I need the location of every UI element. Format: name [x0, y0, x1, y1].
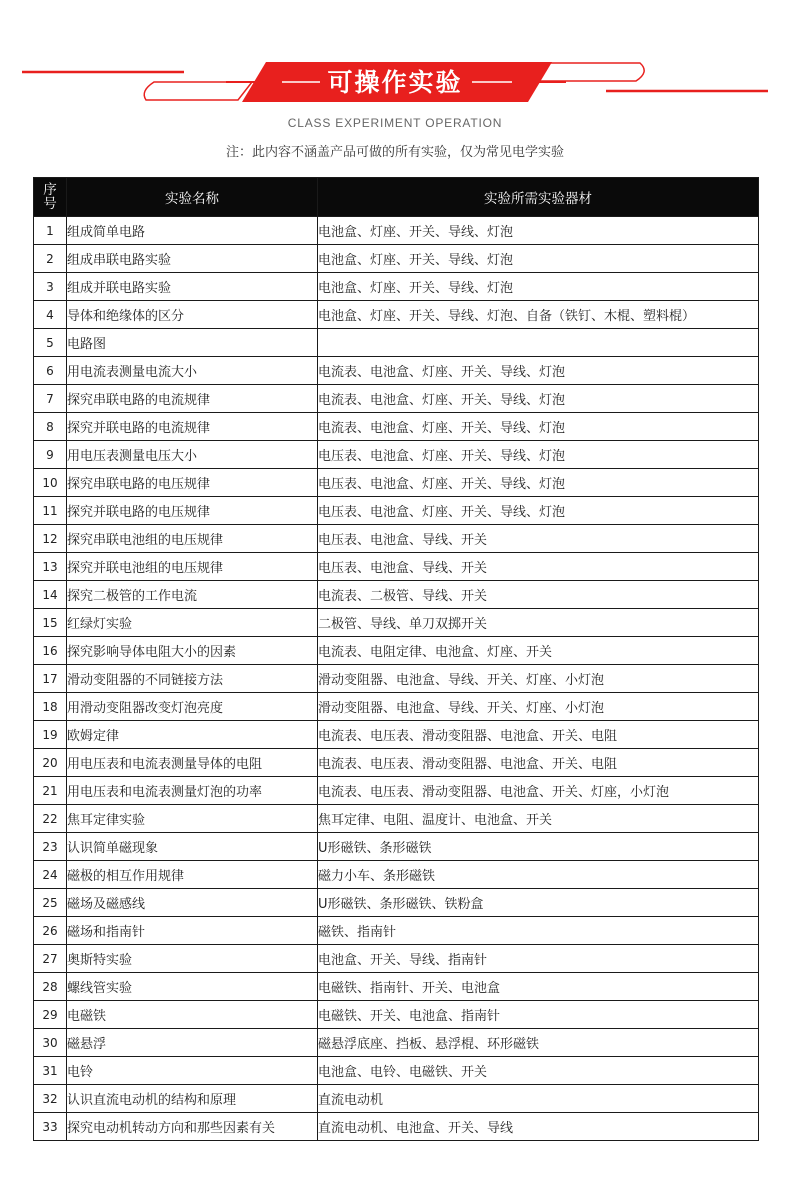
equipment-list: 电压表、电池盒、灯座、开关、导线、灯泡 — [318, 441, 759, 469]
row-number: 10 — [34, 469, 67, 497]
experiment-name: 螺线管实验 — [67, 973, 318, 1001]
table-row — [34, 413, 759, 441]
equipment-list: 电压表、电池盒、灯座、开关、导线、灯泡 — [318, 469, 759, 497]
row-number: 33 — [34, 1113, 67, 1141]
table-row — [34, 469, 759, 497]
equipment-list: 电流表、电阻定律、电池盒、灯座、开关 — [318, 637, 759, 665]
experiment-name: 探究并联电路的电流规律 — [67, 413, 318, 441]
experiment-name: 探究影响导体电阻大小的因素 — [67, 637, 318, 665]
table-row — [34, 749, 759, 777]
row-number: 8 — [34, 413, 67, 441]
experiment-name: 电路图 — [67, 329, 318, 357]
row-number: 5 — [34, 329, 67, 357]
table-row — [34, 833, 759, 861]
row-number: 21 — [34, 777, 67, 805]
experiment-name: 用电压表测量电压大小 — [67, 441, 318, 469]
table-row — [34, 1001, 759, 1029]
row-number: 20 — [34, 749, 67, 777]
experiment-name: 组成简单电路 — [67, 217, 318, 245]
equipment-list: 电压表、电池盒、导线、开关 — [318, 553, 759, 581]
equipment-list: 电压表、电池盒、导线、开关 — [318, 525, 759, 553]
row-number: 13 — [34, 553, 67, 581]
table-row — [34, 917, 759, 945]
experiment-name: 探究并联电池组的电压规律 — [67, 553, 318, 581]
equipment-list: 电流表、电压表、滑动变阻器、电池盒、开关、电阻 — [318, 721, 759, 749]
row-number: 30 — [34, 1029, 67, 1057]
experiment-name: 组成并联电路实验 — [67, 273, 318, 301]
equipment-list: 直流电动机 — [318, 1085, 759, 1113]
experiment-name: 磁场和指南针 — [67, 917, 318, 945]
experiment-name: 用电压表和电流表测量导体的电阻 — [67, 749, 318, 777]
row-number: 6 — [34, 357, 67, 385]
equipment-list: 电池盒、灯座、开关、导线、灯泡 — [318, 217, 759, 245]
table-body — [34, 217, 759, 1141]
equipment-list: 电流表、二极管、导线、开关 — [318, 581, 759, 609]
equipment-list: 电流表、电池盒、灯座、开关、导线、灯泡 — [318, 357, 759, 385]
equipment-list: 电流表、电池盒、灯座、开关、导线、灯泡 — [318, 413, 759, 441]
table-row — [34, 273, 759, 301]
row-number: 2 — [34, 245, 67, 273]
equipment-list: 滑动变阻器、电池盒、导线、开关、灯座、小灯泡 — [318, 665, 759, 693]
table-row — [34, 1057, 759, 1085]
row-number: 16 — [34, 637, 67, 665]
table-row — [34, 1085, 759, 1113]
experiment-name: 磁场及磁感线 — [67, 889, 318, 917]
experiment-name: 滑动变阻器的不同链接方法 — [67, 665, 318, 693]
table-row — [34, 777, 759, 805]
table-row — [34, 525, 759, 553]
experiment-name: 奥斯特实验 — [67, 945, 318, 973]
row-number: 23 — [34, 833, 67, 861]
table-row — [34, 973, 759, 1001]
table-row — [34, 637, 759, 665]
experiment-name: 组成串联电路实验 — [67, 245, 318, 273]
equipment-list: 电池盒、开关、导线、指南针 — [318, 945, 759, 973]
table-row — [34, 497, 759, 525]
experiment-name: 欧姆定律 — [67, 721, 318, 749]
equipment-list: U形磁铁、条形磁铁、铁粉盒 — [318, 889, 759, 917]
table-row — [34, 329, 759, 357]
english-subtitle: CLASS EXPERIMENT OPERATION — [287, 116, 503, 130]
column-header-number: 序 号 — [34, 178, 67, 217]
table-row — [34, 441, 759, 469]
equipment-list: 焦耳定律、电阻、温度计、电池盒、开关 — [318, 805, 759, 833]
table-row — [34, 245, 759, 273]
experiment-name: 探究二极管的工作电流 — [67, 581, 318, 609]
row-number: 18 — [34, 693, 67, 721]
equipment-list: 直流电动机、电池盒、开关、导线 — [318, 1113, 759, 1141]
equipment-list: 磁力小车、条形磁铁 — [318, 861, 759, 889]
experiment-name: 用电流表测量电流大小 — [67, 357, 318, 385]
table-row — [34, 805, 759, 833]
table-row — [34, 721, 759, 749]
row-number: 19 — [34, 721, 67, 749]
equipment-list: 电流表、电压表、滑动变阻器、电池盒、开关、灯座，小灯泡 — [318, 777, 759, 805]
equipment-list: 电压表、电池盒、灯座、开关、导线、灯泡 — [318, 497, 759, 525]
table-row — [34, 693, 759, 721]
row-number: 3 — [34, 273, 67, 301]
row-number: 27 — [34, 945, 67, 973]
table-row — [34, 385, 759, 413]
row-number: 7 — [34, 385, 67, 413]
table-row — [34, 861, 759, 889]
table-header-row — [34, 178, 759, 217]
title-banner — [0, 0, 790, 115]
experiment-name: 红绿灯实验 — [67, 609, 318, 637]
row-number: 24 — [34, 861, 67, 889]
table-row — [34, 553, 759, 581]
table-row — [34, 301, 759, 329]
equipment-list: 电池盒、电铃、电磁铁、开关 — [318, 1057, 759, 1085]
row-number: 22 — [34, 805, 67, 833]
experiment-name: 探究串联电池组的电压规律 — [67, 525, 318, 553]
row-number: 29 — [34, 1001, 67, 1029]
experiment-name: 磁悬浮 — [67, 1029, 318, 1057]
equipment-list — [318, 329, 759, 357]
equipment-list: 电池盒、灯座、开关、导线、灯泡、自备（铁钉、木棍、塑料棍） — [318, 301, 759, 329]
row-number: 11 — [34, 497, 67, 525]
column-header-equipment: 实验所需实验器材 — [318, 178, 759, 217]
equipment-list: 电池盒、灯座、开关、导线、灯泡 — [318, 273, 759, 301]
row-number: 17 — [34, 665, 67, 693]
experiment-name: 探究串联电路的电流规律 — [67, 385, 318, 413]
equipment-list: 电磁铁、指南针、开关、电池盒 — [318, 973, 759, 1001]
equipment-list: 二极管、导线、单刀双掷开关 — [318, 609, 759, 637]
row-number: 25 — [34, 889, 67, 917]
table-row — [34, 945, 759, 973]
experiment-name: 电磁铁 — [67, 1001, 318, 1029]
table-row — [34, 889, 759, 917]
experiment-name: 用滑动变阻器改变灯泡亮度 — [67, 693, 318, 721]
experiment-name: 电铃 — [67, 1057, 318, 1085]
experiment-table — [33, 177, 759, 1141]
table-row — [34, 665, 759, 693]
row-number: 9 — [34, 441, 67, 469]
table-row — [34, 217, 759, 245]
experiment-name: 探究电动机转动方向和那些因素有关 — [67, 1113, 318, 1141]
equipment-list: 电磁铁、开关、电池盒、指南针 — [318, 1001, 759, 1029]
equipment-list: 磁铁、指南针 — [318, 917, 759, 945]
experiment-name: 探究串联电路的电压规律 — [67, 469, 318, 497]
equipment-list: 磁悬浮底座、挡板、悬浮棍、环形磁铁 — [318, 1029, 759, 1057]
page-title: 可操作实验 — [327, 68, 463, 97]
disclaimer-note: 注：此内容不涵盖产品可做的所有实验，仅为常见电学实验 — [225, 145, 564, 160]
table-row — [34, 609, 759, 637]
equipment-list: 电池盒、灯座、开关、导线、灯泡 — [318, 245, 759, 273]
equipment-list: 电流表、电压表、滑动变阻器、电池盒、开关、电阻 — [318, 749, 759, 777]
table-row — [34, 1029, 759, 1057]
experiment-name: 探究并联电路的电压规律 — [67, 497, 318, 525]
row-number: 14 — [34, 581, 67, 609]
table-row — [34, 357, 759, 385]
experiment-name: 磁极的相互作用规律 — [67, 861, 318, 889]
equipment-list: U形磁铁、条形磁铁 — [318, 833, 759, 861]
experiment-name: 焦耳定律实验 — [67, 805, 318, 833]
column-header-experiment-name: 实验名称 — [67, 178, 318, 217]
row-number: 28 — [34, 973, 67, 1001]
row-number: 12 — [34, 525, 67, 553]
experiment-name: 认识直流电动机的结构和原理 — [67, 1085, 318, 1113]
row-number: 4 — [34, 301, 67, 329]
experiment-name: 认识简单磁现象 — [67, 833, 318, 861]
row-number: 31 — [34, 1057, 67, 1085]
table-row — [34, 1113, 759, 1141]
table-row — [34, 581, 759, 609]
equipment-list: 滑动变阻器、电池盒、导线、开关、灯座、小灯泡 — [318, 693, 759, 721]
row-number: 15 — [34, 609, 67, 637]
row-number: 32 — [34, 1085, 67, 1113]
equipment-list: 电流表、电池盒、灯座、开关、导线、灯泡 — [318, 385, 759, 413]
row-number: 1 — [34, 217, 67, 245]
experiment-name: 导体和绝缘体的区分 — [67, 301, 318, 329]
experiment-name: 用电压表和电流表测量灯泡的功率 — [67, 777, 318, 805]
row-number: 26 — [34, 917, 67, 945]
